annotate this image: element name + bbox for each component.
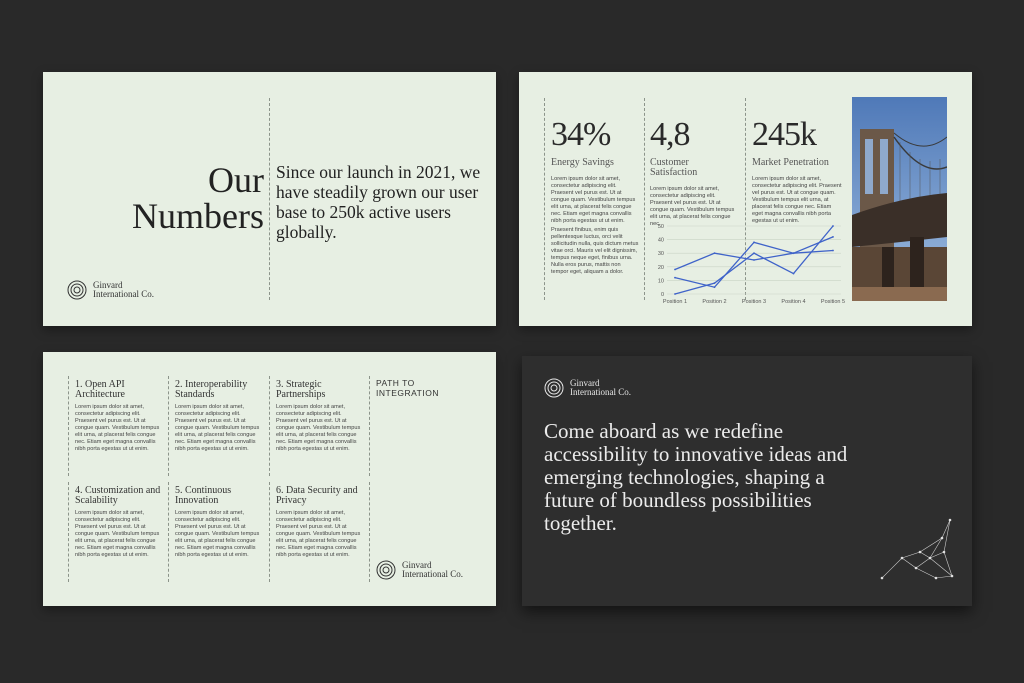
logo-mark-icon [67,280,87,300]
slide-our-numbers[interactable] [43,72,496,326]
y-tick-label: 40 [657,237,664,244]
divider-r1-2 [168,376,169,476]
divider [269,98,270,300]
series-line-2 [675,237,833,287]
item-title-4: 4. Customization and Scalability [75,485,161,506]
divider-r2-2 [168,482,169,582]
data-point [753,252,755,254]
stat-text-energy: Lorem ipsum dolor sit amet, consectetur adipiscing elit. Praesent vel purus est. Ut at congue quam. Vestibulum tempus elit urna, at placerat felis congue nec. Etiam eget magna convallis nibh porta egestas ut ut enim. [551,176,636,224]
logo-mark-icon [544,378,564,398]
x-tick-label: Position 2 [702,299,727,305]
extra-text: Praesent finibus, enim quis pellentesque luctus, orci velit sollicitudin nulla, quis dictum metus vitae orci. Mauris vel elit dignissim, tempus neque eget, finibus urna. Nulla eros purus, mattis non tempor eget, aliquam a dolor. [551,227,639,275]
item-text-1: Lorem ipsum dolor sit amet, consectetur adipiscing elit. Praesent vel purus est. Ut at congue quam. Vestibulum tempus elit urna, at placerat felis congue nec. Etiam eget magna convallis nibh porta egestas ut ut enim. [75,404,160,452]
y-tick-label: 30 [657,251,664,258]
stat-value-market: 245k [752,116,816,153]
logo-line-2: International Co. [570,387,631,397]
stat-value-satisfaction: 4,8 [650,116,690,153]
logo-mark-icon [376,560,396,580]
company-logo-3 [544,378,631,398]
stat-value-energy: 34% [551,116,611,153]
company-logo-2 [376,560,463,580]
logo-line-2: International Co. [93,289,154,299]
constellation-graphic [880,516,955,586]
y-tick-label: 0 [660,292,664,298]
item-text-6: Lorem ipsum dolor sit amet, consectetur adipiscing elit. Praesent vel purus est. Ut at congue quam. Vestibulum tempus elit urna, at placerat felis congue nec. Etiam eget magna convallis nibh porta egestas ut ut enim. [276,510,361,558]
slide-path-to-integration[interactable] [43,352,496,606]
data-point [714,252,716,254]
growth-statement: Since our launch in 2021, we have steadily grown our user base to 250k active users globally. [276,162,481,242]
logo-line-1: Ginvard [402,560,432,570]
item-title-6: 6. Data Security and Privacy [276,485,358,506]
divider-2 [644,98,645,300]
stat-text-satisfaction: Lorem ipsum dolor sit amet, consectetur adipiscing elit. Praesent vel purus est. Ut at congue quam. Vestibulum tempus elit urna, at placerat felis congue nec. [650,186,735,227]
item-text-5: Lorem ipsum dolor sit amet, consectetur adipiscing elit. Praesent vel purus est. Ut at congue quam. Vestibulum tempus elit urna, at placerat felis congue nec. Etiam eget magna convallis nibh porta egestas ut ut enim. [175,510,260,558]
x-tick-label: Position 3 [741,299,767,305]
bridge-photo [852,97,947,301]
logo-line-2: International Co. [402,569,463,579]
x-tick-label: Position 4 [781,299,806,305]
divider-r2-1 [68,482,69,582]
data-point [714,282,716,284]
company-logo [67,280,154,300]
item-text-2: Lorem ipsum dolor sit amet, consectetur adipiscing elit. Praesent vel purus est. Ut at congue quam. Vestibulum tempus elit urna, at placerat felis congue nec. Etiam eget magna convallis nibh porta egestas ut ut enim. [175,404,260,452]
data-point [832,250,834,252]
stat-label-energy: Energy Savings [551,157,614,168]
item-title-1: 1. Open API Architecture [75,379,125,400]
y-tick-label: 20 [657,264,664,271]
item-title-3: 3. Strategic Partnerships [276,379,326,400]
logo-line-1: Ginvard [570,378,600,388]
line-chart [649,220,849,310]
slide-closing-quote[interactable] [522,356,972,606]
data-point [674,269,676,271]
stat-label-satisfaction: Customer Satisfaction [650,157,698,178]
item-title-5: 5. Continuous Innovation [175,485,232,506]
data-point [753,259,755,261]
stat-label-market: Market Penetration [752,157,829,168]
divider-r1-3 [269,376,270,476]
slide-title [132,162,264,234]
y-tick-label: 50 [657,224,664,230]
data-point [793,252,795,254]
data-point [714,286,716,288]
y-tick-label: 10 [657,278,664,285]
data-point [753,241,755,243]
x-tick-label: Position 5 [820,299,846,305]
item-title-2: 2. Interoperability Standards [175,379,248,400]
closing-quote: Come aboard as we redefine accessibility to innovative ideas and emerging technologies, shaping a future of boundless possibilities together. [544,419,848,535]
divider-r1-1 [68,376,69,476]
x-tick-label: Position 1 [662,299,688,305]
item-text-3: Lorem ipsum dolor sit amet, consectetur adipiscing elit. Praesent vel purus est. Ut at congue quam. Vestibulum tempus elit urna, at placerat felis congue nec. Etiam eget magna convallis nibh porta egestas ut ut enim. [276,404,361,452]
stat-text-market: Lorem ipsum dolor sit amet, consectetur adipiscing elit. Praesent vel purus est. Ut at congue quam. Vestibulum tempus elit urna, at placerat felis congue nec. Etiam eget magna convallis nibh porta egestas ut ut enim. [752,176,842,224]
title-line-2: Numbers [132,196,264,236]
divider-r1-4 [369,376,370,476]
logo-line-1: Ginvard [93,280,123,290]
divider-r2-3 [269,482,270,582]
title-line-1: Our [208,160,264,200]
data-point [793,273,795,275]
data-point [832,236,834,238]
slide-statistics[interactable] [519,72,972,326]
divider-1 [544,98,545,300]
data-point [674,277,676,279]
data-point [674,293,676,295]
data-point [832,225,834,227]
section-heading: PATH TO INTEGRATION [376,378,439,398]
divider-r2-4 [369,482,370,582]
item-text-4: Lorem ipsum dolor sit amet, consectetur adipiscing elit. Praesent vel purus est. Ut at congue quam. Vestibulum tempus elit urna, at placerat felis congue nec. Etiam eget magna convallis nibh porta egestas ut ut enim. [75,510,160,558]
